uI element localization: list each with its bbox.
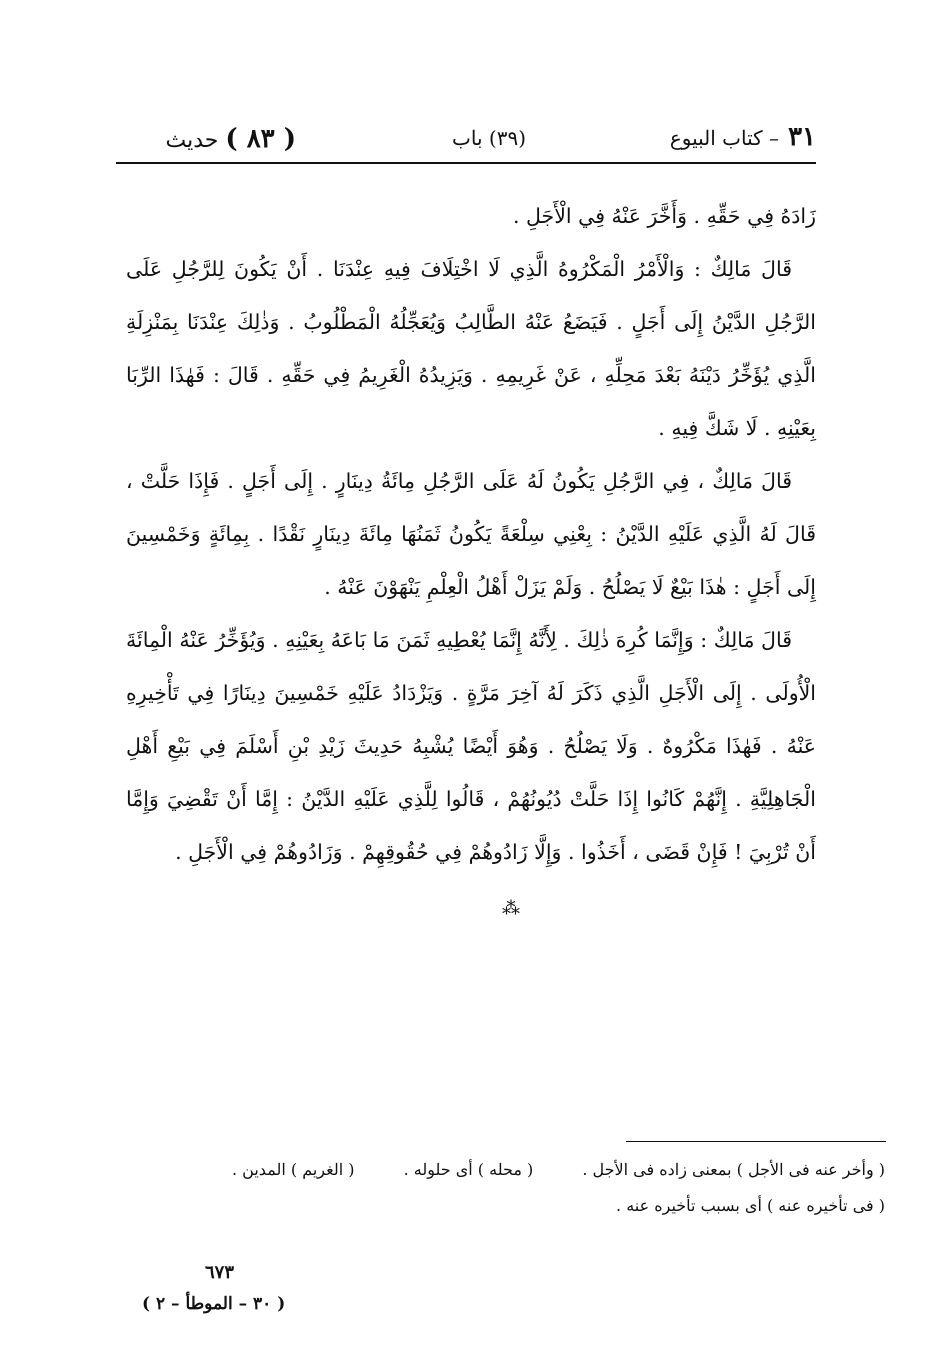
paragraph: قَالَ مَالِكٌ : وَإِنَّمَا كُرِهَ ذٰلِكَ . لِأَنَّهُ إِنَّمَا يُعْطِيهِ ثَمَنَ مَا بَاعَهُ بِعَيْنِهِ . وَيُؤَخِّرُ عَنْهُ الْمِائَةَ الْأُولَى . إِلَى الْأَجَلِ الَّذِي ذَكَرَ لَهُ آخِرَ مَرَّةٍ . وَيَزْدَادُ عَلَيْهِ خَمْسِينَ دِينَارًا فِي تَأْخِيرِهِ عَنْهُ . فَهٰذَا مَكْرُوهٌ . وَلَا يَصْلُحُ . وَهُوَ أَيْضًا يُشْبِهُ حَدِيثَ زَيْدِ بْنِ أَسْلَمَ فِي بَيْعِ أَهْلِ الْجَاهِلِيَّةِ . إِنَّهُمْ كَانُوا إِذَا حَلَّتْ دُيُونُهُمْ ، قَالُوا لِلَّذِي عَلَيْهِ الدَّيْنُ : إِمَّا أَنْ تَقْضِيَ وَإِمَّا أَنْ تُرْبِيَ ! فَإِنْ قَضَى ، أَخَذُوا . وَإِلَّا زَادُوهُمْ فِي حُقُوقِهِمْ . وَزَادُوهُمْ فِي الْأَجَلِ .: [126, 628, 816, 864]
footnote: ( محله ) أى حلوله .: [403, 1160, 534, 1179]
section-divider-stars: ⁂: [502, 898, 518, 919]
book-number: ٣١: [788, 122, 816, 152]
hadith-number: ( ٨٣ ): [225, 124, 296, 154]
main-text: [126, 190, 816, 879]
footnote: ( الغريم ) المدين .: [232, 1160, 355, 1179]
book-heading: [670, 122, 816, 152]
hadith-label: حديث: [165, 128, 219, 153]
paragraph-continuation: زَادَهُ فِي حَقِّهِ . وَأَخَّرَ عَنْهُ فِي الْأَجَلِ .: [512, 204, 816, 228]
footnote: ( وأخر عنه فى الأجل ) بمعنى زاده فى الأجل .: [582, 1160, 885, 1179]
hadith-heading: [165, 124, 296, 154]
signature-mark: ( ٣٠ – الموطأ – ٢ ): [142, 1294, 286, 1314]
running-header: [116, 118, 816, 164]
header-rule: [116, 162, 816, 164]
page-number: ٦٧٣: [205, 1262, 235, 1283]
footnote-row: [150, 1188, 885, 1224]
footnote-rule: [626, 1141, 886, 1142]
paragraph: قَالَ مَالِكٌ : وَالْأَمْرُ الْمَكْرُوهُ الَّذِي لَا اخْتِلَافَ فِيهِ عِنْدَنَا . أَنْ يَكُونَ لِلرَّجُلِ عَلَى الرَّجُلِ الدَّيْنُ إِلَى أَجَلٍ . فَيَضَعُ عَنْهُ الطَّالِبُ وَيُعَجِّلُهُ الْمَطْلُوبُ . وَذٰلِكَ عِنْدَنَا بِمَنْزِلَةِ الَّذِي يُؤَخِّرُ دَيْنَهُ بَعْدَ مَحِلِّهِ ، عَنْ غَرِيمِهِ . وَيَزِيدُهُ الْغَرِيمُ فِي حَقِّهِ . قَالَ : فَهٰذَا الرِّبَا بِعَيْنِهِ . لَا شَكَّ فِيهِ .: [126, 257, 816, 440]
footnotes: [150, 1152, 885, 1224]
paragraph: قَالَ مَالِكٌ ، فِي الرَّجُلِ يَكُونُ لَهُ عَلَى الرَّجُلِ مِائَةُ دِينَارٍ . إِلَى أَجَلٍ . فَإِذَا حَلَّتْ ، قَالَ لَهُ الَّذِي عَلَيْهِ الدَّيْنُ : بِعْنِي سِلْعَةً يَكُونُ ثَمَنُهَا مِائَةَ دِينَارٍ نَقْدًا . بِمِائَةٍ وَخَمْسِينَ إِلَى أَجَلٍ : هٰذَا بَيْعٌ لَا يَصْلُحُ . وَلَمْ يَزَلْ أَهْلُ الْعِلْمِ يَنْهَوْنَ عَنْهُ .: [126, 469, 816, 599]
footnote: ( فى تأخيره عنه ) أى بسبب تأخيره عنه .: [616, 1196, 885, 1215]
footnote-row: [150, 1152, 885, 1188]
book-title: – كتاب البيوع: [669, 126, 779, 150]
bab-heading: (٣٩) باب: [452, 126, 526, 150]
